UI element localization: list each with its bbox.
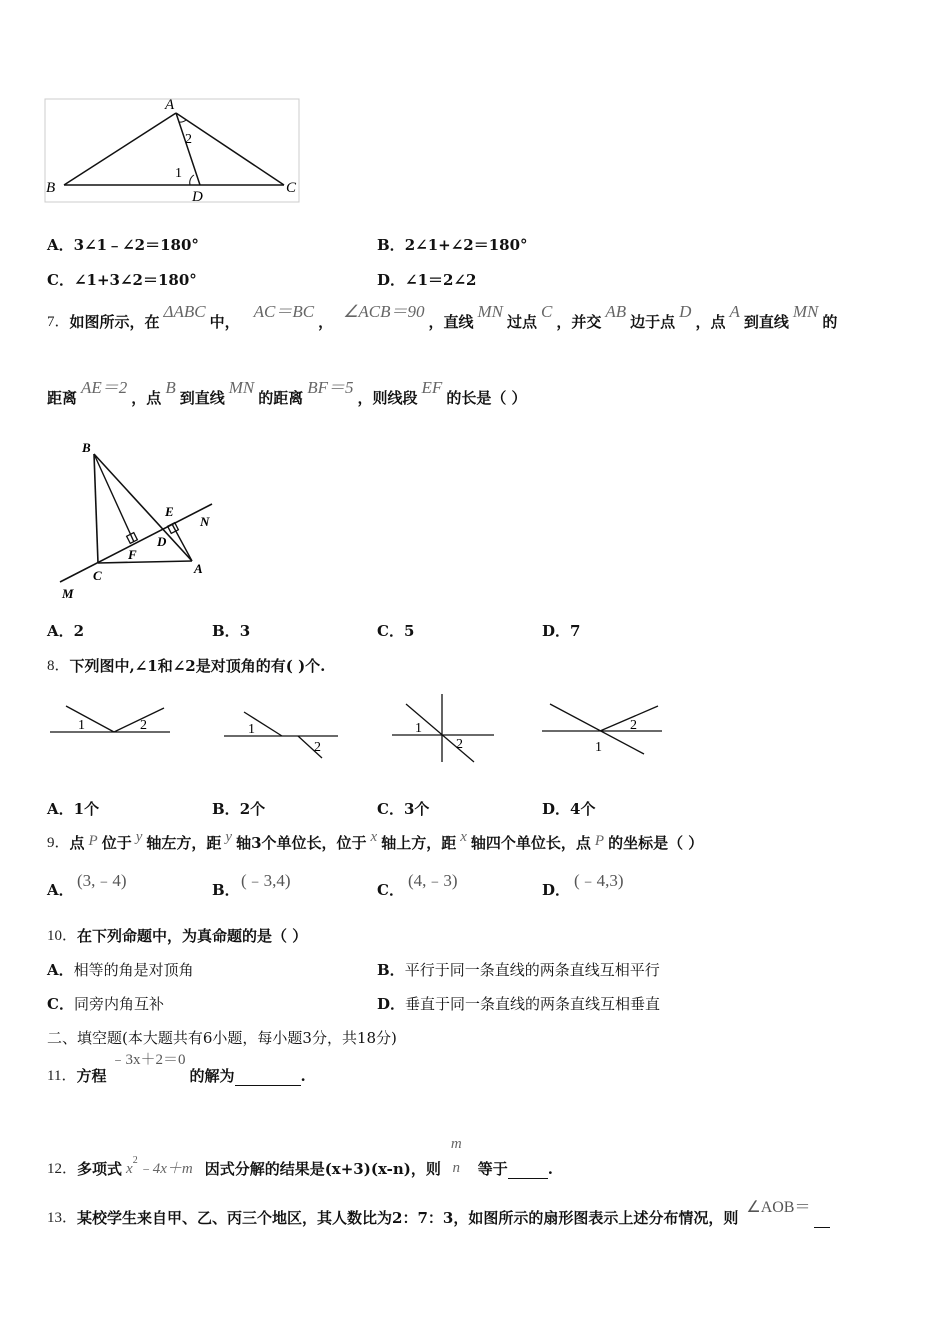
option-letter: D． bbox=[542, 800, 571, 818]
q8-fig2-label-2: 2 bbox=[314, 740, 321, 755]
q8-figure-4 bbox=[540, 696, 666, 760]
q10-number: 10． bbox=[47, 928, 78, 944]
q8-fig1-label-2: 2 bbox=[140, 718, 147, 733]
section-2-title: 二、填空题(本大题共有6小题，每小题3分，共18分) bbox=[47, 1029, 397, 1047]
q7-fig-label-E: E bbox=[165, 504, 174, 519]
q7-text: 如图所示，在 bbox=[69, 313, 160, 331]
q12-line bbox=[47, 1137, 553, 1179]
q7-math: C bbox=[541, 302, 553, 321]
q9-option-c-value: (4,﹣3) bbox=[408, 871, 458, 890]
q9-option-b-value: (﹣3,4) bbox=[241, 871, 291, 890]
q7-text: 到直线 bbox=[743, 313, 789, 331]
q12-number: 12． bbox=[47, 1161, 78, 1177]
q7-line-2 bbox=[47, 378, 527, 408]
q7-text: 到直线 bbox=[179, 389, 225, 407]
q7-option-a[interactable] bbox=[47, 621, 84, 641]
q7-math: MN bbox=[477, 302, 503, 321]
q7-text: ， bbox=[318, 313, 334, 331]
q8-number: 8． bbox=[47, 658, 70, 674]
q7-number: 7． bbox=[47, 314, 70, 330]
q11-number: 11． bbox=[47, 1068, 77, 1084]
q8-fig2-label-1: 1 bbox=[248, 722, 255, 737]
q7-line-1 bbox=[47, 302, 838, 332]
q11-equation: ﹣3x＋2＝0 bbox=[110, 1052, 186, 1068]
q7-math: AE＝2 bbox=[81, 378, 128, 397]
option-text: 2∠1+∠2＝180° bbox=[404, 236, 528, 254]
q7-math: MN bbox=[228, 378, 255, 397]
option-letter: D． bbox=[377, 995, 406, 1013]
q9-option-b-letter[interactable]: B． bbox=[212, 881, 240, 899]
q9-option-a-value: (3,﹣4) bbox=[77, 871, 127, 890]
q9-text: 轴左方，距 bbox=[146, 834, 222, 852]
option-letter: A． bbox=[47, 622, 74, 640]
q7-fig-label-A: A bbox=[194, 561, 203, 576]
q8-fig1-label-1: 1 bbox=[78, 718, 85, 733]
option-text: 2个 bbox=[239, 800, 266, 818]
q9-math: P bbox=[88, 833, 98, 849]
q13-answer-blank[interactable] bbox=[814, 1211, 830, 1228]
fig6-label-A: A bbox=[165, 97, 175, 113]
option-letter: B． bbox=[212, 622, 240, 640]
q7-math: D bbox=[679, 302, 692, 321]
option-text: 3个 bbox=[403, 800, 430, 818]
q7-text: ，并交 bbox=[556, 313, 602, 331]
q12-answer-blank[interactable] bbox=[508, 1162, 548, 1179]
q9-option-c-letter[interactable]: C． bbox=[377, 881, 404, 899]
q9-math: P bbox=[594, 833, 605, 849]
q7-fig-label-C: C bbox=[93, 568, 102, 583]
option-text: 7 bbox=[570, 622, 581, 640]
q9-text: 轴四个单位长，点 bbox=[470, 834, 591, 852]
q7-text: 的距离 bbox=[258, 389, 304, 407]
q12-text: 因式分解的结果是(x+3)(x-n)，则 bbox=[204, 1160, 441, 1178]
option-text: ∠1+3∠2＝180° bbox=[73, 271, 197, 289]
q13-number: 13． bbox=[47, 1210, 78, 1226]
q9-option-d-letter[interactable]: D． bbox=[542, 881, 571, 899]
q6-option-b[interactable] bbox=[377, 235, 528, 255]
option-letter: D． bbox=[542, 622, 571, 640]
q7-text: ，则线段 bbox=[357, 389, 418, 407]
option-text: 垂直于同一条直线的两条直线互相垂直 bbox=[405, 995, 661, 1013]
q9-text: 的坐标是（ ） bbox=[608, 834, 704, 852]
q8-option-c[interactable] bbox=[377, 799, 429, 819]
q9-text: 点 bbox=[69, 834, 85, 852]
q9-number: 9． bbox=[47, 835, 70, 851]
q7-math: ∠ACB＝90 bbox=[343, 302, 425, 321]
q7-math: B bbox=[165, 378, 176, 397]
option-text: 平行于同一条直线的两条直线互相平行 bbox=[404, 961, 660, 979]
q9-text: 轴3个单位长，位于 bbox=[236, 834, 367, 852]
q7-text: 过点 bbox=[506, 313, 537, 331]
q11-answer-blank[interactable] bbox=[235, 1069, 301, 1086]
option-text: 5 bbox=[403, 622, 415, 640]
option-letter: B． bbox=[377, 961, 405, 979]
q12-fraction-denominator: n bbox=[452, 1160, 461, 1176]
q8-text: 下列图中,∠1和∠2是对顶角的有( )个. bbox=[69, 657, 326, 675]
q6-triangle-figure bbox=[44, 95, 302, 207]
option-letter: D． bbox=[377, 271, 406, 289]
q7-text: 的长是（ ） bbox=[446, 389, 527, 407]
q12-superscript: 2 bbox=[132, 1155, 138, 1166]
q7-text: 边于点 bbox=[630, 313, 676, 331]
q7-math: BF＝5 bbox=[307, 378, 354, 397]
q9-option-d-value: (﹣4,3) bbox=[574, 871, 624, 890]
q6-option-c[interactable] bbox=[47, 270, 197, 290]
option-letter: B． bbox=[377, 236, 405, 254]
option-text: 2 bbox=[73, 622, 85, 640]
q11-text: 方程 bbox=[76, 1067, 107, 1085]
q12-text: 等于 bbox=[477, 1160, 508, 1178]
q9-option-a-letter[interactable]: A． bbox=[47, 881, 74, 899]
fig6-label-D: D bbox=[192, 189, 203, 205]
fig6-label-B: B bbox=[46, 180, 56, 196]
option-text: 1个 bbox=[73, 800, 100, 818]
q8-fig3-label-1: 1 bbox=[415, 721, 422, 736]
q12-math: x bbox=[126, 1161, 133, 1177]
q11-text: 的解为 bbox=[189, 1067, 235, 1085]
q7-fig-label-M: M bbox=[62, 586, 74, 601]
q8-figure-2 bbox=[222, 700, 342, 762]
fig6-label-C: C bbox=[286, 180, 297, 196]
q10-text: 在下列命题中，为真命题的是（ ） bbox=[77, 927, 308, 945]
option-text: 相等的角是对顶角 bbox=[73, 961, 194, 979]
option-text: 3 bbox=[239, 622, 251, 640]
q7-option-d[interactable] bbox=[542, 621, 580, 641]
q10-option-d[interactable] bbox=[377, 994, 660, 1014]
q9-text: 位于 bbox=[101, 834, 132, 852]
option-letter: B． bbox=[212, 800, 240, 818]
q8-option-a[interactable] bbox=[47, 799, 99, 819]
q8-option-b[interactable] bbox=[212, 799, 265, 819]
q7-text: ，直线 bbox=[428, 313, 474, 331]
q7-math: EF bbox=[421, 378, 443, 397]
option-text: 4个 bbox=[570, 800, 596, 818]
option-letter: C． bbox=[47, 995, 74, 1013]
q8-option-d[interactable] bbox=[542, 799, 595, 819]
option-text: 同旁内角互补 bbox=[73, 995, 164, 1013]
q9-text: 轴上方，距 bbox=[381, 834, 457, 852]
q13-line bbox=[47, 1199, 830, 1228]
q7-math: AB bbox=[605, 302, 627, 321]
q7-math: AC＝BC bbox=[253, 302, 315, 321]
q7-option-c[interactable] bbox=[377, 621, 414, 641]
q8-fig3-label-2: 2 bbox=[456, 737, 463, 752]
q7-text: ，点 bbox=[695, 313, 726, 331]
option-letter: C． bbox=[47, 271, 74, 289]
q7-text: 的 bbox=[822, 313, 838, 331]
q7-math: MN bbox=[792, 302, 819, 321]
q8-line bbox=[47, 656, 325, 676]
q12-fraction-numerator: m bbox=[450, 1136, 462, 1152]
q12-fraction bbox=[451, 1135, 462, 1177]
q12-text: . bbox=[547, 1160, 553, 1178]
q11-line bbox=[47, 1052, 306, 1086]
option-text: ∠1＝2∠2 bbox=[405, 271, 477, 289]
q9-line bbox=[47, 829, 704, 853]
q7-text: 距离 bbox=[47, 389, 78, 407]
q6-option-a[interactable] bbox=[47, 235, 199, 255]
q10-option-b[interactable] bbox=[377, 960, 660, 980]
q9-math: x bbox=[370, 829, 378, 845]
q9-math: x bbox=[460, 829, 467, 845]
q7-fig-label-D: D bbox=[157, 534, 167, 549]
q8-fig4-label-2: 2 bbox=[630, 718, 637, 733]
q7-math: A bbox=[729, 302, 740, 321]
option-letter: C． bbox=[377, 800, 404, 818]
q13-text: 某校学生来自甲、乙、丙三个地区，其人数比为2：7：3，如图所示的扇形图表示上述分布情况，则 bbox=[77, 1209, 739, 1227]
q8-figure-3 bbox=[390, 692, 496, 764]
q13-math: ∠AOB＝ bbox=[746, 1199, 811, 1216]
q8-fig4-label-1: 1 bbox=[595, 740, 602, 755]
q7-figure bbox=[54, 436, 224, 606]
q7-fig-label-N: N bbox=[200, 514, 210, 529]
option-letter: A． bbox=[47, 961, 74, 979]
q12-math: ﹣4x＋m bbox=[137, 1161, 193, 1177]
fig6-label-1: 1 bbox=[175, 166, 182, 181]
q11-text: . bbox=[300, 1067, 306, 1085]
q9-math: y bbox=[225, 829, 233, 845]
option-letter: A． bbox=[47, 236, 74, 254]
q7-text: ，点 bbox=[131, 389, 162, 407]
q7-fig-label-F: F bbox=[128, 547, 137, 562]
q12-text: 多项式 bbox=[77, 1160, 123, 1178]
q7-math: ΔABC bbox=[163, 302, 206, 321]
q10-option-a[interactable] bbox=[47, 960, 194, 980]
q7-option-b[interactable] bbox=[212, 621, 250, 641]
q8-figure-1 bbox=[48, 698, 172, 748]
q7-text: 中， bbox=[209, 313, 240, 331]
option-letter: A． bbox=[47, 800, 74, 818]
option-text: 3∠1﹣∠2＝180° bbox=[73, 236, 199, 254]
q6-option-d[interactable] bbox=[377, 270, 476, 290]
q10-option-c[interactable] bbox=[47, 994, 164, 1014]
fig6-label-2: 2 bbox=[185, 132, 192, 147]
q7-fig-label-B: B bbox=[82, 440, 91, 455]
q10-line bbox=[47, 926, 307, 946]
q9-math: y bbox=[135, 829, 143, 845]
option-letter: C． bbox=[377, 622, 404, 640]
